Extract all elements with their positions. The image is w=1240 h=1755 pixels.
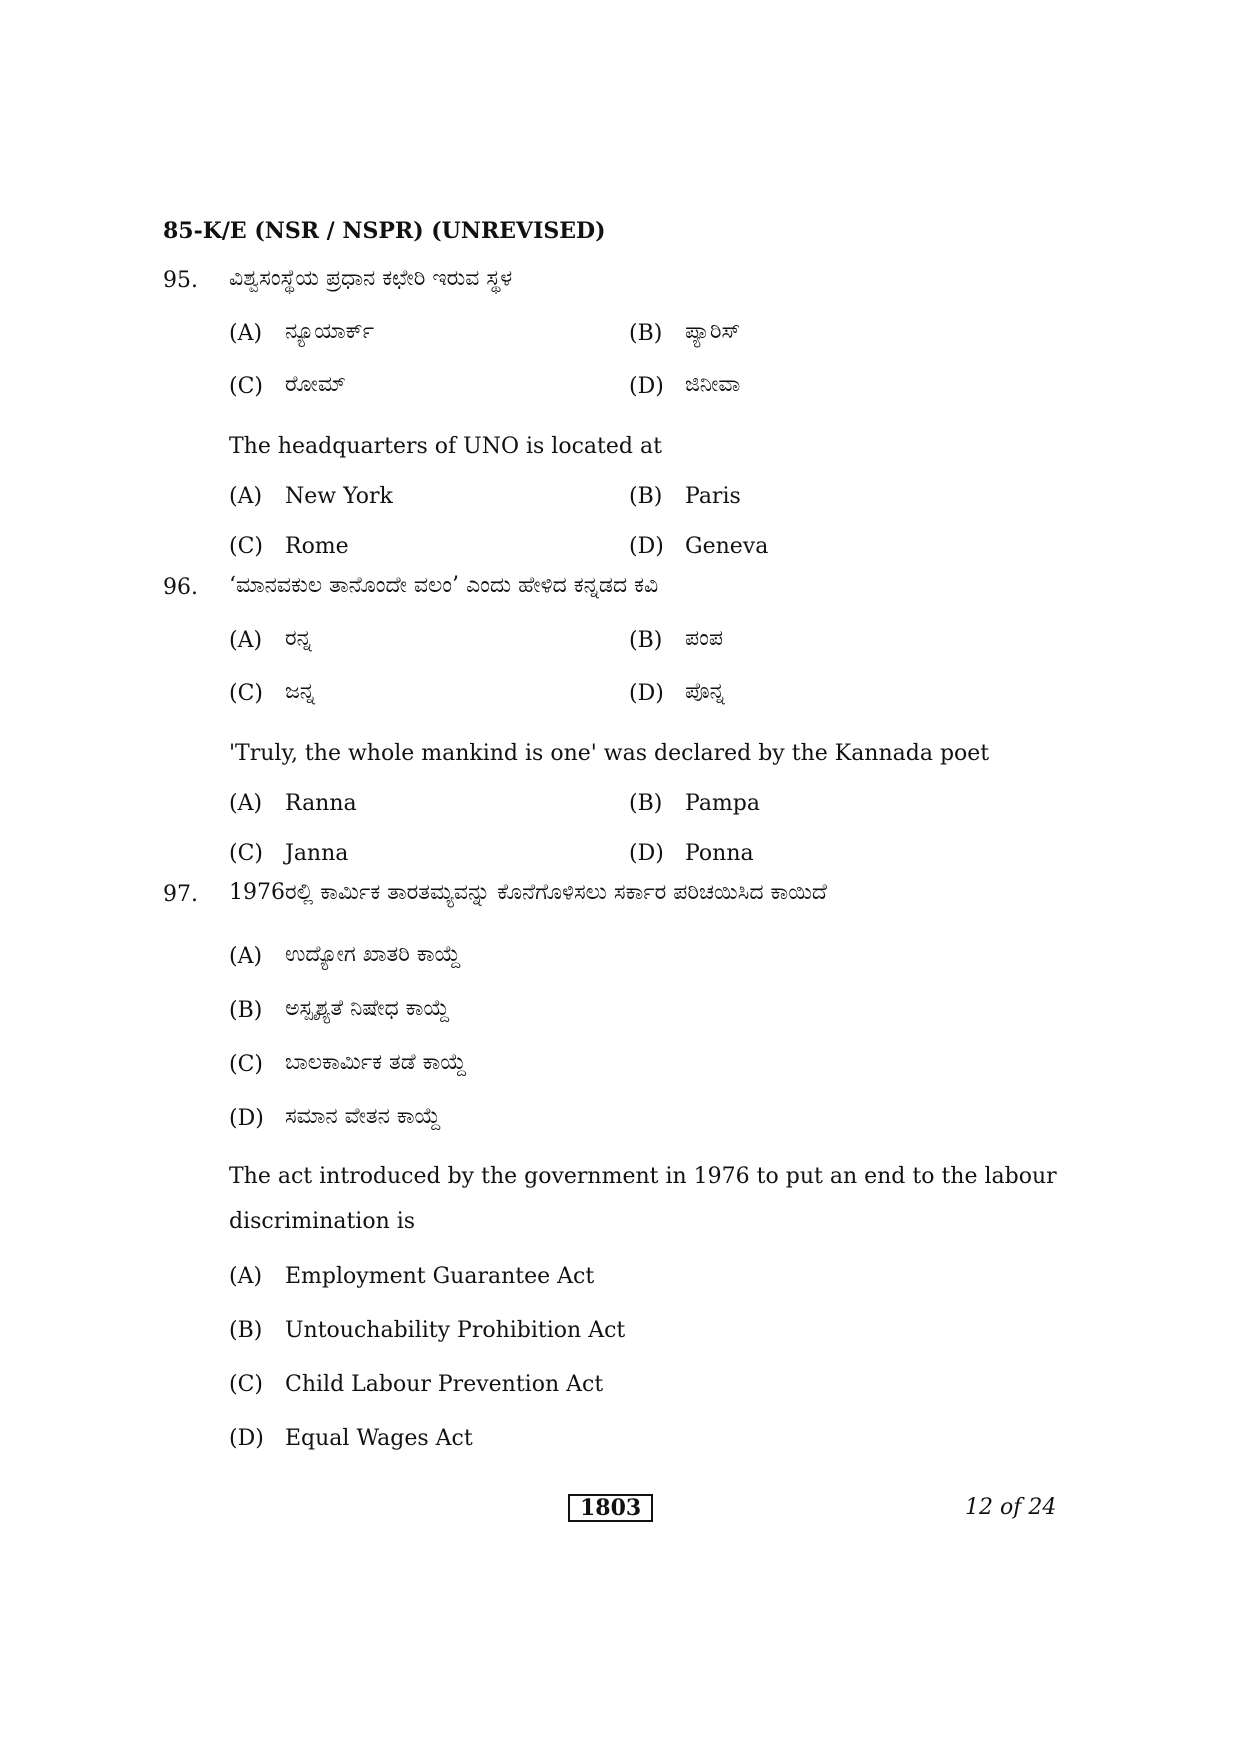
option-label: (A)	[229, 791, 263, 816]
option-label: (C)	[229, 374, 263, 399]
option-text: Janna	[285, 841, 349, 866]
option-label: (C)	[229, 841, 263, 866]
option-text: Employment Guarantee Act	[285, 1264, 595, 1289]
option-text-kannada: ಸಮಾನ ವೇತನ ಕಾಯ್ದೆ	[285, 1104, 441, 1129]
booklet-code-box: 1803	[568, 1494, 653, 1522]
option-text-kannada: ಪೊನ್ನ	[685, 679, 725, 704]
option-label: (A)	[229, 1264, 263, 1289]
question-number: 96.	[163, 575, 198, 600]
page-number: 12 of 24	[965, 1495, 1057, 1520]
paper-code-header: 85-K/E (NSR / NSPR) (UNREVISED)	[163, 218, 606, 244]
option-text: Paris	[685, 484, 741, 509]
option-label: (C)	[229, 1372, 263, 1397]
option-text: Pampa	[685, 791, 760, 816]
question-stem-english-line1: The act introduced by the government in 1976 to put an end to the labour	[229, 1164, 1057, 1189]
question-number: 97.	[163, 882, 198, 907]
option-label: (D)	[229, 1426, 264, 1451]
question-stem-kannada: ‘ಮಾನವಕುಲ ತಾನೊಂದೇ ವಲಂ’ ಎಂದು ಹೇಳಿದ ಕನ್ನಡದ ಕವಿ	[229, 573, 659, 598]
option-text: New York	[285, 484, 393, 509]
option-text-kannada: ನ್ಯೂಯಾರ್ಕ್	[285, 319, 375, 344]
question-stem-english-line2: discrimination is	[229, 1209, 416, 1234]
option-label: (A)	[229, 321, 263, 346]
option-label: (B)	[629, 628, 663, 653]
option-label: (D)	[629, 681, 664, 706]
option-label: (B)	[229, 998, 263, 1023]
option-label: (A)	[229, 944, 263, 969]
option-label: (A)	[229, 484, 263, 509]
option-text: Untouchability Prohibition Act	[285, 1318, 626, 1343]
option-text-kannada: ಜಿನೀವಾ	[685, 372, 741, 397]
option-text: Rome	[285, 534, 349, 559]
option-text: Child Labour Prevention Act	[285, 1372, 604, 1397]
option-text-kannada: ಬಾಲಕಾರ್ಮಿಕ ತಡೆ ಕಾಯ್ದೆ	[285, 1050, 467, 1075]
option-text: Ponna	[685, 841, 754, 866]
option-label: (B)	[229, 1318, 263, 1343]
option-text-kannada: ಪ್ಯಾರಿಸ್	[685, 319, 741, 344]
option-label: (C)	[229, 681, 263, 706]
option-label: (C)	[229, 534, 263, 559]
option-label: (D)	[629, 374, 664, 399]
question-stem-kannada: ವಿಶ್ವಸಂಸ್ಥೆಯ ಪ್ರಧಾನ ಕಛೇರಿ ಇರುವ ಸ್ಥಳ	[229, 266, 513, 291]
option-text: Equal Wages Act	[285, 1426, 473, 1451]
question-stem-kannada: 1976ರಲ್ಲಿ ಕಾರ್ಮಿಕ ತಾರತಮ್ಯವನ್ನು ಕೊನೆಗೊಳಿಸಲು ಸರ್ಕಾರ ಪರಿಚಯಿಸಿದ ಕಾಯಿದೆ	[229, 880, 827, 905]
option-text: Geneva	[685, 534, 769, 559]
option-text-kannada: ಅಸ್ಪೃಶ್ಯತೆ ನಿಷೇಧ ಕಾಯ್ದೆ	[285, 996, 450, 1021]
option-label: (C)	[229, 1052, 263, 1077]
option-label: (D)	[229, 1106, 264, 1131]
question-stem-english: The headquarters of UNO is located at	[229, 434, 662, 459]
option-label: (D)	[629, 841, 664, 866]
option-text-kannada: ರೋಮ್	[285, 372, 346, 397]
question-stem-english: 'Truly, the whole mankind is one' was declared by the Kannada poet	[229, 741, 990, 766]
question-number: 95.	[163, 268, 198, 293]
option-text-kannada: ಜನ್ನ	[285, 679, 315, 704]
option-label: (A)	[229, 628, 263, 653]
option-label: (D)	[629, 534, 664, 559]
option-text: Ranna	[285, 791, 357, 816]
option-label: (B)	[629, 321, 663, 346]
option-text-kannada: ಪಂಪ	[685, 626, 723, 651]
option-label: (B)	[629, 484, 663, 509]
option-text-kannada: ರನ್ನ	[285, 626, 312, 651]
option-text-kannada: ಉದ್ಯೋಗ ಖಾತರಿ ಕಾಯ್ದೆ	[285, 942, 461, 967]
option-label: (B)	[629, 791, 663, 816]
